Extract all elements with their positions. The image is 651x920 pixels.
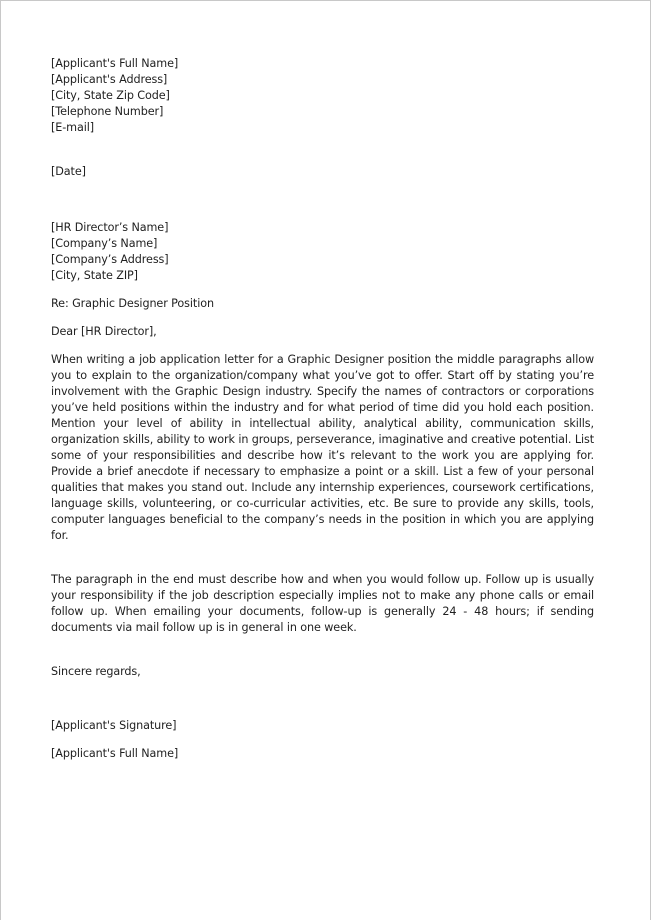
signoff-name: [Applicant's Full Name] [51,747,179,760]
spacer [51,312,594,324]
recipient-company-address: [Company’s Address] [51,253,169,266]
body-paragraph-1: When writing a job application letter for a Graphic Designer position the middle paragraphs allow you to explain to the organization/company what you’ve got to offer. Start off by stating you’re involvement with the Graphic Design industry. Specify the names of contractors or corporations you’ve held positions within the industry and for what period of time did you hold each position. Mention your level of ability in intellectual ability, analytical ability, communication skills, organization skills, ability to work in groups, perseverance, imaginative and creative potential. List some of your responsibilities and describe how it’s relevant to the work you are applying for. Provide a brief anecdote if necessary to emphasize a point or a skill. List a few of your personal qualities that makes you stand out. Include any internship experiences, coursework certifications, language skills, volunteering, or co-curricular activities, etc. Be sure to provide any skills, tools, computer languages beneficial to the company’s needs in the position in which you are applying for. [51,353,594,542]
subject-line: Re: Graphic Designer Position [51,297,214,310]
letter-date: [Date] [51,165,86,178]
closing: Sincere regards, [51,665,141,678]
sender-address: [Applicant's Address] [51,73,168,86]
sender-city-state-zip: [City, State Zip Code] [51,89,170,102]
signature-placeholder: [Applicant's Signature] [51,719,177,732]
recipient-block [51,220,594,284]
recipient-city-state-zip: [City, State ZIP] [51,269,138,282]
sender-telephone: [Telephone Number] [51,105,164,118]
sender-email: [E-mail] [51,121,95,134]
recipient-director-name: [HR Director’s Name] [51,221,169,234]
spacer [51,340,594,352]
recipient-company-name: [Company’s Name] [51,237,158,250]
sender-full-name: [Applicant's Full Name] [51,57,179,70]
spacer [51,734,594,746]
cover-letter [51,56,594,762]
sender-block [51,56,594,136]
body-paragraph-2: The paragraph in the end must describe how and when you would follow up. Follow up is usually your responsibility if the job description especially implies not to make any phone calls or email follow up. When emailing your documents, follow-up is generally 24 - 48 hours; if sending documents via mail follow up is in general in one week. [51,573,594,634]
spacer [51,180,594,220]
salutation: Dear [HR Director], [51,325,157,338]
spacer [51,636,594,664]
spacer [51,136,594,164]
spacer [51,544,594,572]
spacer [51,680,594,718]
spacer [51,284,594,296]
